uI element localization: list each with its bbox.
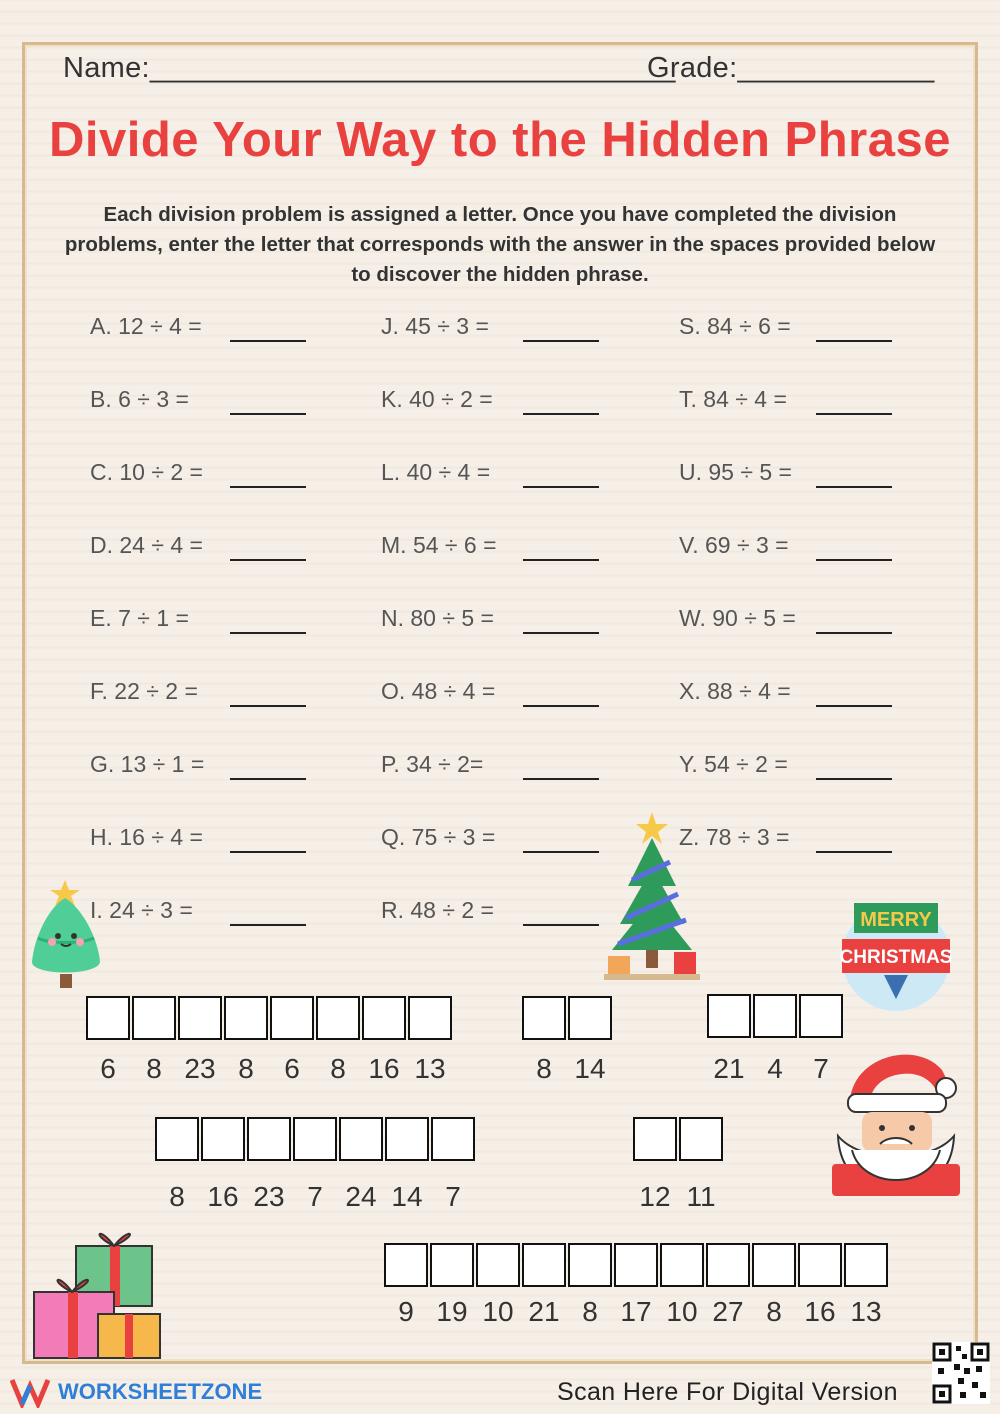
- division-problem: L. 40 ÷ 4 =: [381, 459, 491, 485]
- answer-code-number: 21: [713, 1053, 745, 1084]
- answer-blank[interactable]: [523, 705, 599, 707]
- letter-box-row: [707, 994, 845, 1038]
- scan-instruction: Scan Here For Digital Version: [557, 1378, 898, 1406]
- answer-blank[interactable]: [230, 851, 306, 853]
- answer-code-number: 7: [445, 1181, 461, 1212]
- letter-box[interactable]: [614, 1243, 658, 1287]
- name-field-label: Name:________________________________: [63, 52, 676, 84]
- gift-boxes-icon: [30, 1222, 164, 1362]
- cute-tree-icon: [28, 878, 104, 994]
- answer-code-number: 17: [620, 1296, 652, 1327]
- letter-box[interactable]: [132, 996, 176, 1040]
- division-problem: O. 48 ÷ 4 =: [381, 678, 496, 704]
- letter-box[interactable]: [316, 996, 360, 1040]
- division-problem: G. 13 ÷ 1 =: [90, 751, 205, 777]
- page-title: Divide Your Way to the Hidden Phrase: [49, 113, 951, 167]
- answer-code-number: 12: [639, 1181, 671, 1212]
- letter-box[interactable]: [799, 994, 843, 1038]
- answer-code-number: 6: [284, 1053, 300, 1084]
- letter-box[interactable]: [155, 1117, 199, 1161]
- answer-blank[interactable]: [523, 851, 599, 853]
- letter-box[interactable]: [679, 1117, 723, 1161]
- christmas-tree-icon: [604, 810, 700, 982]
- letter-box-row: [86, 996, 454, 1040]
- answer-code-number: 21: [528, 1296, 560, 1327]
- letter-box[interactable]: [385, 1117, 429, 1161]
- letter-box[interactable]: [660, 1243, 704, 1287]
- letter-box[interactable]: [339, 1117, 383, 1161]
- division-problem: T. 84 ÷ 4 =: [679, 386, 787, 412]
- letter-box[interactable]: [86, 996, 130, 1040]
- letter-box-row: [384, 1243, 890, 1287]
- letter-box[interactable]: [844, 1243, 888, 1287]
- answer-blank[interactable]: [523, 924, 599, 926]
- division-problem: X. 88 ÷ 4 =: [679, 678, 791, 704]
- letter-box[interactable]: [178, 996, 222, 1040]
- division-problem: E. 7 ÷ 1 =: [90, 605, 189, 631]
- answer-code-number: 27: [712, 1296, 744, 1327]
- answer-blank[interactable]: [816, 705, 892, 707]
- answer-code-number: 8: [330, 1053, 346, 1084]
- answer-blank[interactable]: [523, 778, 599, 780]
- answer-blank[interactable]: [816, 632, 892, 634]
- answer-blank[interactable]: [230, 705, 306, 707]
- letter-box-row: [155, 1117, 477, 1161]
- answer-code-number: 9: [398, 1296, 414, 1327]
- answer-blank[interactable]: [523, 559, 599, 561]
- division-problem: H. 16 ÷ 4 =: [90, 824, 203, 850]
- letter-box[interactable]: [476, 1243, 520, 1287]
- letter-box[interactable]: [247, 1117, 291, 1161]
- division-problem: Z. 78 ÷ 3 =: [679, 824, 790, 850]
- letter-box-row: [633, 1117, 725, 1161]
- division-problem: J. 45 ÷ 3 =: [381, 313, 489, 339]
- answer-code-number: 8: [582, 1296, 598, 1327]
- answer-code-number: 19: [436, 1296, 468, 1327]
- division-problem: A. 12 ÷ 4 =: [90, 313, 202, 339]
- merry-christmas-badge-icon: [840, 895, 952, 1021]
- answer-code-number: 16: [207, 1181, 239, 1212]
- letter-box[interactable]: [293, 1117, 337, 1161]
- santa-icon: [832, 1040, 960, 1200]
- answer-blank[interactable]: [230, 340, 306, 342]
- answer-blank[interactable]: [230, 486, 306, 488]
- answer-blank[interactable]: [816, 559, 892, 561]
- instructions: Each division problem is assigned a letter. Once you have completed the division problems, enter the letter that corresponds with the answer in the spaces provided below to discover the hidden phrase.: [64, 203, 936, 286]
- answer-code-number: 8: [536, 1053, 552, 1084]
- answer-code-number: 13: [850, 1296, 882, 1327]
- letter-box[interactable]: [362, 996, 406, 1040]
- answer-code-number: 8: [766, 1296, 782, 1327]
- logo-w-icon: [10, 1376, 50, 1408]
- answer-code-number: 14: [391, 1181, 423, 1212]
- letter-box[interactable]: [430, 1243, 474, 1287]
- letter-box[interactable]: [798, 1243, 842, 1287]
- answer-blank[interactable]: [230, 778, 306, 780]
- letter-box[interactable]: [568, 1243, 612, 1287]
- division-problem: K. 40 ÷ 2 =: [381, 386, 493, 412]
- answer-blank[interactable]: [523, 486, 599, 488]
- answer-code-number: 14: [574, 1053, 606, 1084]
- answer-code-number: 8: [238, 1053, 254, 1084]
- division-problem: B. 6 ÷ 3 =: [90, 386, 189, 412]
- division-problem: M. 54 ÷ 6 =: [381, 532, 497, 558]
- division-problem: N. 80 ÷ 5 =: [381, 605, 494, 631]
- letter-box[interactable]: [522, 1243, 566, 1287]
- answer-blank[interactable]: [230, 559, 306, 561]
- answer-blank[interactable]: [230, 924, 306, 926]
- badge-merry-text: MERRY: [860, 909, 932, 931]
- answer-blank[interactable]: [816, 413, 892, 415]
- division-problem: S. 84 ÷ 6 =: [679, 313, 791, 339]
- answer-blank[interactable]: [523, 340, 599, 342]
- answer-code-number: 8: [169, 1181, 185, 1212]
- letter-box-row: [522, 996, 614, 1040]
- answer-blank[interactable]: [523, 632, 599, 634]
- letter-box[interactable]: [384, 1243, 428, 1287]
- division-problem: F. 22 ÷ 2 =: [90, 678, 198, 704]
- letter-box[interactable]: [706, 1243, 750, 1287]
- letter-box[interactable]: [201, 1117, 245, 1161]
- division-problem: C. 10 ÷ 2 =: [90, 459, 203, 485]
- division-problem: R. 48 ÷ 2 =: [381, 897, 494, 923]
- answer-code-number: 6: [100, 1053, 116, 1084]
- letter-box[interactable]: [752, 1243, 796, 1287]
- division-problem: V. 69 ÷ 3 =: [679, 532, 789, 558]
- answer-blank[interactable]: [816, 778, 892, 780]
- answer-blank[interactable]: [230, 632, 306, 634]
- division-problem: U. 95 ÷ 5 =: [679, 459, 792, 485]
- answer-code-number: 7: [813, 1053, 829, 1084]
- answer-code-number: 23: [253, 1181, 285, 1212]
- letter-box[interactable]: [270, 996, 314, 1040]
- answer-code-number: 16: [368, 1053, 400, 1084]
- answer-code-number: 11: [686, 1181, 716, 1212]
- answer-code-number: 23: [184, 1053, 216, 1084]
- answer-blank[interactable]: [230, 413, 306, 415]
- division-problem: D. 24 ÷ 4 =: [90, 532, 203, 558]
- answer-code-number: 4: [767, 1053, 783, 1084]
- grade-field-label: Grade:____________: [647, 52, 935, 84]
- answer-blank[interactable]: [816, 340, 892, 342]
- worksheetzone-logo[interactable]: [10, 1376, 262, 1408]
- letter-box[interactable]: [408, 996, 452, 1040]
- letter-box[interactable]: [568, 996, 612, 1040]
- answer-blank[interactable]: [816, 851, 892, 853]
- answer-code-number: 13: [414, 1053, 446, 1084]
- answer-code-number: 7: [307, 1181, 323, 1212]
- letter-box[interactable]: [431, 1117, 475, 1161]
- answer-code-number: 10: [666, 1296, 698, 1327]
- answer-blank[interactable]: [816, 486, 892, 488]
- division-problem: P. 34 ÷ 2=: [381, 751, 484, 777]
- badge-christmas-text: CHRISTMAS: [840, 947, 952, 968]
- answer-code-number: 24: [345, 1181, 377, 1212]
- brand-name: WORKSHEETZONE: [58, 1379, 263, 1404]
- answer-code-number: 16: [804, 1296, 836, 1327]
- letter-box[interactable]: [224, 996, 268, 1040]
- letter-box[interactable]: [707, 994, 751, 1038]
- division-problem: Y. 54 ÷ 2 =: [679, 751, 788, 777]
- letter-box[interactable]: [522, 996, 566, 1040]
- qr-code-icon[interactable]: [932, 1342, 990, 1404]
- division-problem: W. 90 ÷ 5 =: [679, 605, 796, 631]
- division-problem: I. 24 ÷ 3 =: [90, 897, 193, 923]
- letter-box[interactable]: [753, 994, 797, 1038]
- division-problem: Q. 75 ÷ 3 =: [381, 824, 496, 850]
- letter-box[interactable]: [633, 1117, 677, 1161]
- answer-code-number: 10: [482, 1296, 514, 1327]
- answer-code-number: 8: [146, 1053, 162, 1084]
- answer-blank[interactable]: [523, 413, 599, 415]
